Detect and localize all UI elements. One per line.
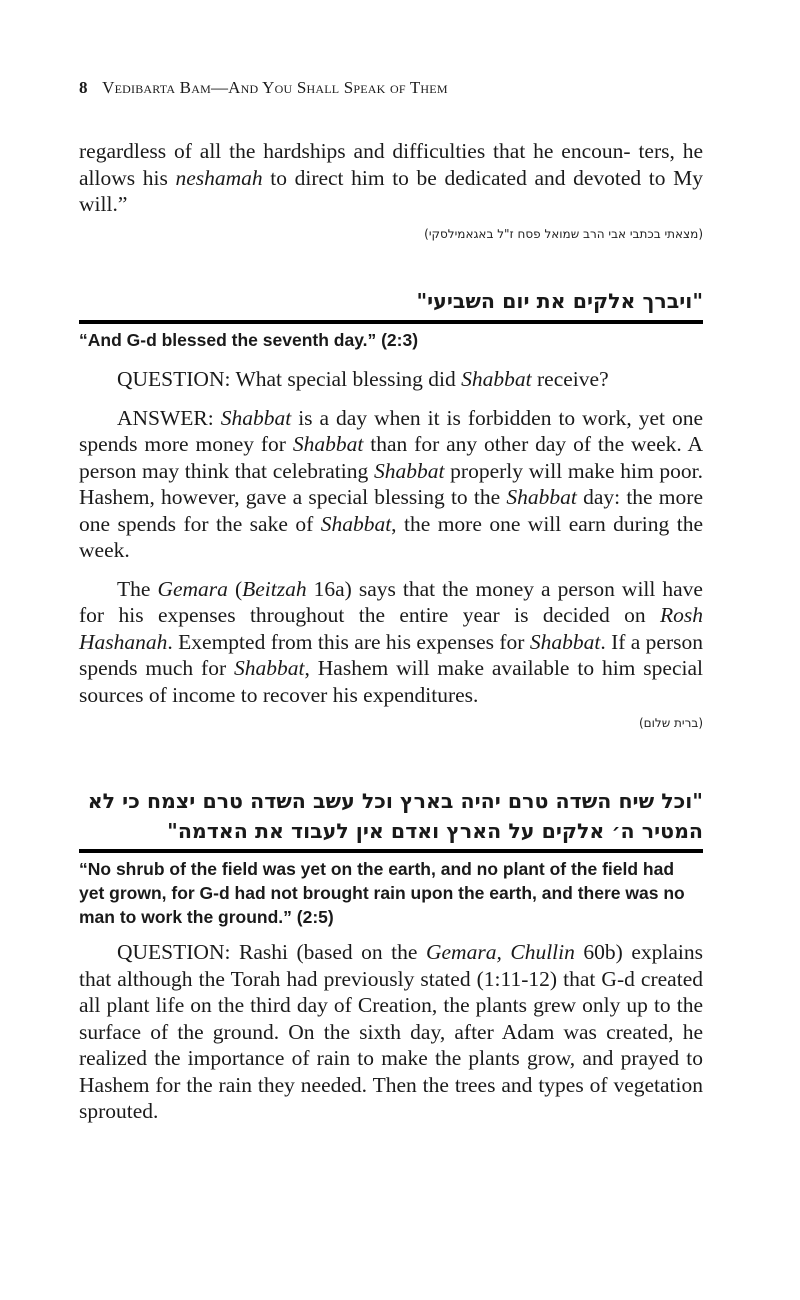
- italic-term: Shabbat: [529, 629, 601, 654]
- italic-term: Gemara: [157, 576, 228, 601]
- page-number: 8: [79, 78, 88, 97]
- italic-term: Shabbat: [220, 405, 292, 430]
- heading-rule: [79, 849, 703, 853]
- source-citation: (מצאתי בכתבי אבי הרב שמואל פסח ז"ל באגאמילסקי): [424, 226, 703, 241]
- verse-translation: “And G-d blessed the seventh day.” (2:3): [79, 330, 419, 350]
- book-title: Vedibarta Bam—And You Shall Speak of Them: [102, 78, 448, 97]
- italic-term: Gemara, Chullin: [425, 940, 575, 964]
- italic-term: Shabbat: [320, 511, 392, 536]
- continuation-paragraph: regardless of all the hardships and difficulties that he encoun- ters, he allows his neshamah to direct him to be dedicated and devoted to My will.”: [79, 139, 704, 216]
- italic-term: Shabbat: [234, 656, 305, 680]
- italic-term: Beitzah: [242, 576, 307, 601]
- verse-translation: “No shrub of the field was yet on the earth, and no plant of the field had yet grown, for G-d had not brought rain upon the earth, and there was no man to work the ground.” (2:5): [79, 859, 685, 927]
- italic-term: neshamah: [175, 165, 263, 190]
- italic-term: Shabbat: [373, 458, 445, 483]
- running-head: [79, 78, 448, 98]
- italic-term: Shabbat: [461, 367, 532, 391]
- section-shrub-of-field: [79, 786, 703, 1125]
- answer-paragraph: ANSWER: Shabbat is a day when it is forbidden to work, yet one spends more money for Shabbat than for any other day of the week. A person may think that celebrating Shabbat properly will make him poor. Hashem, however, gave a special blessing to the Shabbat day: the more one spends for the sake of Shabbat, the more one will earn during the week.: [79, 405, 703, 562]
- section-seventh-day: [79, 286, 703, 730]
- heading-rule: [79, 320, 703, 324]
- continuation-section: [79, 138, 703, 241]
- source-citation: (ברית שלום): [638, 716, 703, 730]
- question-paragraph: QUESTION: Rashi (based on the Gemara, Chullin 60b) explains that although the Torah had previously stated (1:11-12) that G-d created all plant life on the third day of Creation, the plants grew only up to the surface of the ground. On the sixth day, after Adam was created, he realized the importance of rain to make the plants grow, and prayed to Hashem for the rain they needed. Then the trees and types of vegetation sprouted.: [79, 940, 703, 1123]
- italic-term: Shabbat: [506, 485, 577, 509]
- hebrew-verse-heading: "ויברך אלקים את יום השביעי": [416, 289, 703, 313]
- italic-term: Rosh Hashanah: [79, 603, 703, 654]
- gemara-paragraph: The Gemara (Beitzah 16a) says that the money a person will have for his expenses throughout the entire year is decided on Rosh Hashanah. Exempted from this are his expenses for Shabbat. If a person spends much for Shabbat, Hashem will make available to him special sources of income to recover his expenditures.: [79, 576, 703, 707]
- italic-term: Shabbat: [292, 432, 364, 456]
- hebrew-verse-heading: "וכל שיח השדה טרם יהיה בארץ וכל עשב השדה טרם יצמח כי לא המטיר ה׳ אלקים על הארץ ואדם אין לעבוד את האדמה": [87, 789, 703, 843]
- question-paragraph: QUESTION: What special blessing did Shabbat receive?: [117, 367, 609, 391]
